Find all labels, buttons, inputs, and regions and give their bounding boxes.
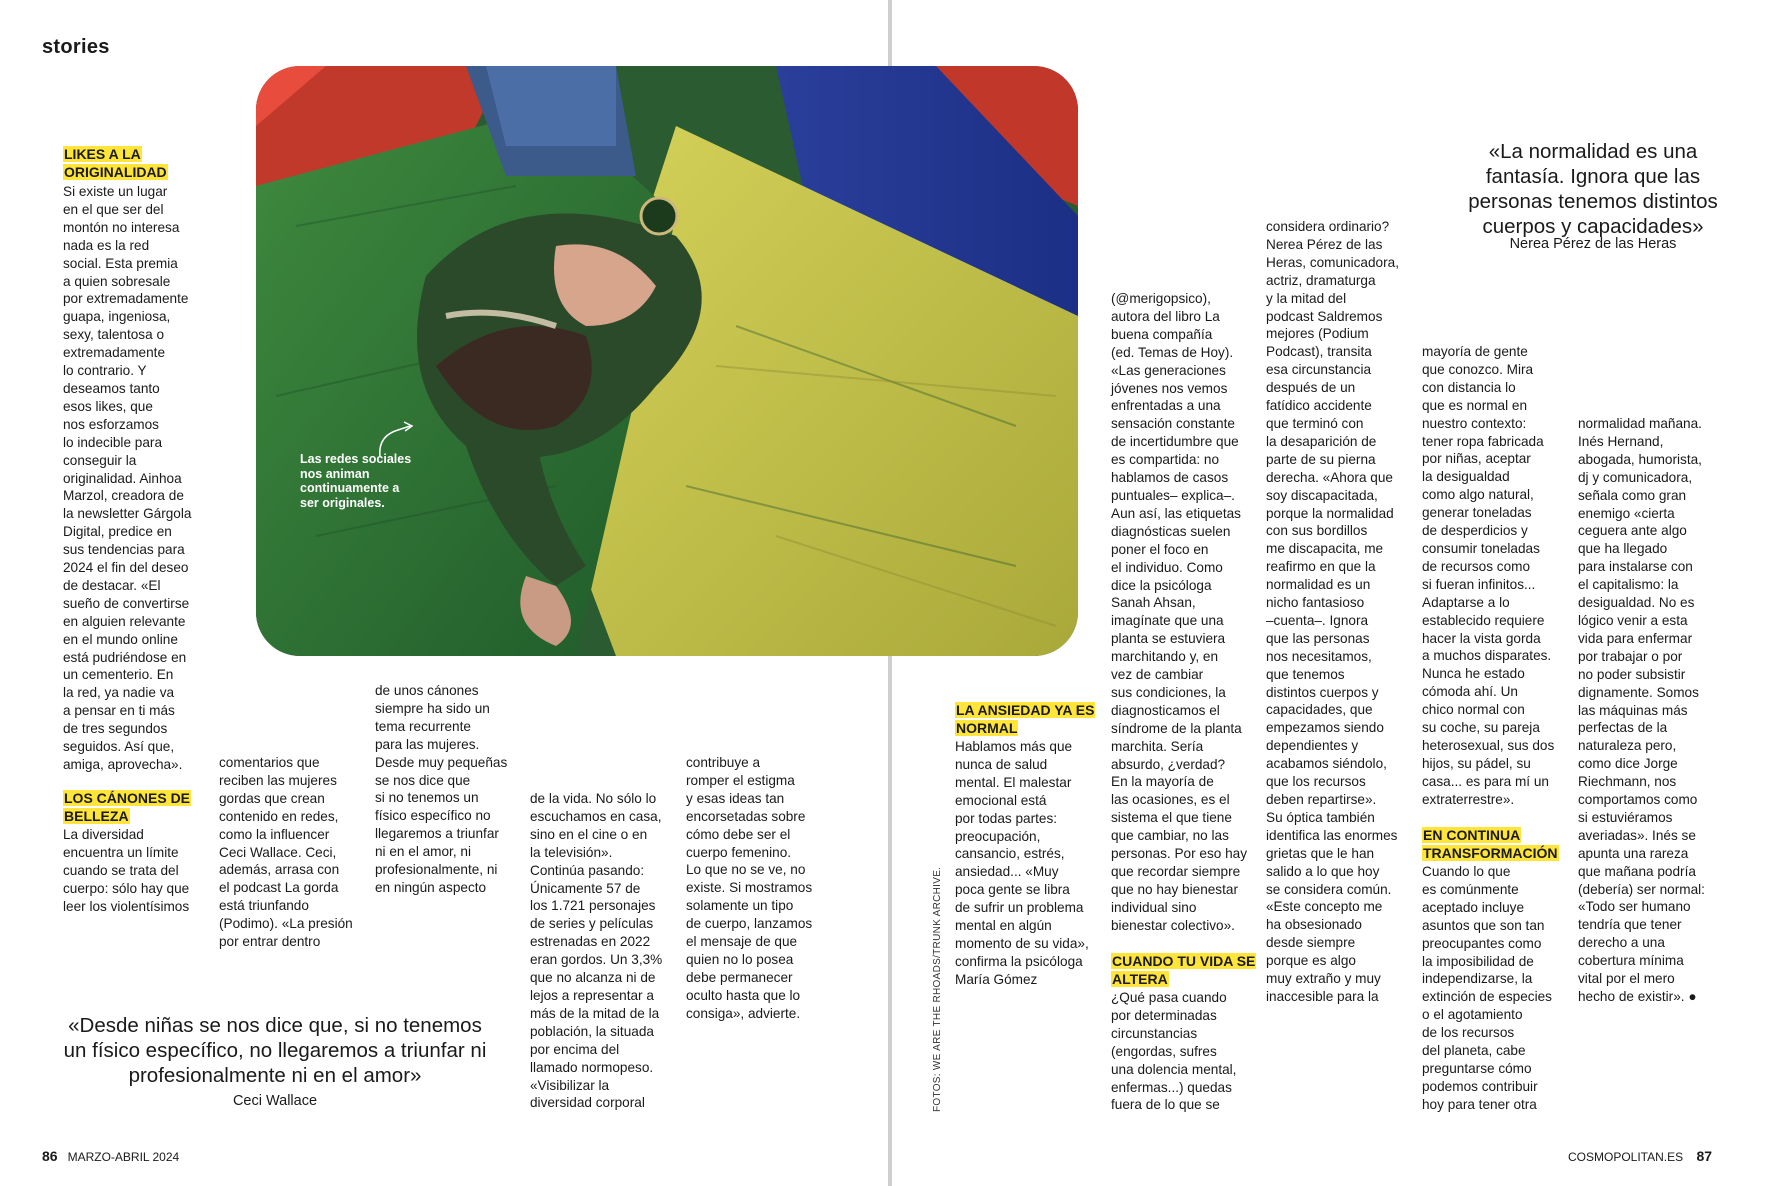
heading-ansiedad-text: LA ANSIEDAD YA ES NORMAL <box>956 702 1095 736</box>
photo-illustration <box>256 66 1078 656</box>
footer-left <box>42 1148 179 1164</box>
heading-likes <box>63 145 213 181</box>
pull-quote-right: «La normalidad es una fantasía. Ignora que las personas tenemos distintos cuerpos y capacidades» <box>1468 140 1718 238</box>
pull-quote-right-author: Nerea Pérez de las Heras <box>1509 236 1677 252</box>
photo-credit: FOTOS: WE ARE THE RHOADS/TRUNK ARCHIVE. <box>932 866 943 1112</box>
heading-vida-text: CUANDO TU VIDA SE ALTERA <box>1112 953 1256 987</box>
text-column-5: contribuye a romper el estigma y esas ideas tan encorsetadas sobre cómo debe ser el cuerpo femenino. Lo que no se ve, no existe. Si mostramos solamente un tipo de cuerpo, lanzamos el mensaje de que quien no lo posea debe permanecer oculto hasta que lo consiga», advierte. <box>686 755 813 1021</box>
page-number-left: 86 <box>42 1148 58 1164</box>
heading-vida <box>1111 952 1261 988</box>
text-column-1: Si existe un lugar en el que ser del montón no interesa nada es la red social. Esta premia a quien sobresale por extremadamente guapa, ingeniosa, sexy, talentosa o extremadamente lo contrario. Y deseamos tanto esos likes, que nos esforzamos lo indecible para conseguir la originalidad. Ainhoa Marzol, creadora de la newsletter Gárgola Digital, predice en sus tendencias para 2024 el fin del deseo de destacar. «El sueño de convertirse en alguien relevante en el mundo online está pudriéndose en un cementerio. En la red, ya nadie va a pensar en ti más de tres segundos seguidos. Así que, amiga, aprovecha». <box>63 184 192 772</box>
text-column-7b: ¿Qué pasa cuando por determinadas circunstancias (engordas, sufres una dolencia mental, enfermas...) quedas fuera de lo que se <box>1111 990 1237 1113</box>
text-column-3: de unos cánones siempre ha sido un tema recurrente para las mujeres. Desde muy pequeñas se nos dice que si no tenemos un físico específico no llegaremos a triunfar ni en el amor, ni profesionalmente, ni en ningún aspecto <box>375 683 508 895</box>
text-column-9: mayoría de gente que conozco. Mira con distancia lo que es normal en nuestro contexto: tener ropa fabricada por niñas, aceptar la desigualdad como algo natural, generar toneladas de desperdicios y consumir toneladas de recursos como si fueran infinitos... Adaptarse a lo establecido requiere hacer la vista gorda a muchos disparates. Nunca he estado cómoda ahí. Un chico normal con su coche, su pareja heterosexual, sus dos hijos, su pádel, su casa... es para mí un extraterrestre». <box>1422 344 1555 807</box>
heading-canones-text: LOS CÁNONES DE BELLEZA <box>64 790 191 824</box>
page-number-right: 87 <box>1696 1148 1713 1164</box>
heading-likes-text: LIKES A LA ORIGINALIDAD <box>64 146 167 180</box>
caption-arrow-icon <box>374 420 420 460</box>
text-column-4: de la vida. No sólo lo escuchamos en casa, sino en el cine o en la televisión». Continúa pasando: Únicamente 57 de los 1.721 personajes de series y películas estrenadas en 2022 eran gordos. Un 3,3% que no alcanza ni de lejos a representar a más de la mitad de la población, la situada por encima del llamado normopeso. «Visibilizar la diversidad corporal <box>530 791 663 1111</box>
text-column-8: considera ordinario? Nerea Pérez de las Heras, comunicadora, actriz, dramaturga y la mitad del podcast Saldremos mejores (Podium Podcast), transita esa circunstancia después de un fatídico accidente que terminó con la desaparición de parte de su pierna derecha. «Ahora que soy discapacitada, porque la normalidad con sus bordillos me discapacita, me reafirmo en que la normalidad es un nicho fantasioso –cuenta–. Ignora que las personas nos necesitamos, que tenemos distintos cuerpos y capacidades, que empezamos siendo dependientes y acabamos siéndolo, que los recursos deben repartirse». Su óptica también identifica las enormes grietas que le han salido a lo que hoy se considera común. «Este concepto me ha obsesionado desde siempre porque es algo muy extraño y muy inaccesible para la <box>1266 219 1399 1004</box>
spread-photo <box>256 66 1078 656</box>
text-column-9b: Cuando lo que es comúnmente aceptado incluye asuntos que son tan preocupantes como la imposibilidad de independizarse, la extinción de especies o el agotamiento de los recursos del planeta, cabe preguntarse cómo podemos contribuir hoy para tener otra <box>1422 864 1552 1112</box>
text-column-1b: La diversidad encuentra un límite cuando se trata del cuerpo: sólo hay que leer los violentísimos <box>63 827 190 914</box>
pull-quote-left: «Desde niñas se nos dice que, si no tenemos un físico específico, no llegaremos a triunfar ni profesionalmente ni en el amor» <box>63 1014 487 1087</box>
heading-transformacion-text: EN CONTINUA TRANSFORMACIÓN <box>1423 827 1558 861</box>
issue-date: MARZO-ABRIL 2024 <box>67 1150 180 1164</box>
text-column-7: (@merigopsico), autora del libro La buena compañía (ed. Temas de Hoy). «Las generaciones jóvenes nos vemos enfrentadas a una sensación constante de incertidumbre que es compartida: no hablamos de casos puntuales– explica–. Aun así, las etiquetas diagnósticas suelen poner el foco en el individuo. Como dice la psicóloga Sanah Ahsan, imagínate que una planta se estuviera marchitando y, en vez de cambiar sus condiciones, la diagnosticamos el síndrome de la planta marchita. Sería absurdo, ¿verdad? En la mayoría de las ocasiones, es el sistema el que tiene que cambiar, no las personas. Por eso hay que recordar siempre que no hay bienestar individual sino bienestar colectivo». <box>1111 291 1248 933</box>
heading-canones <box>63 789 213 825</box>
section-tag: stories <box>42 36 110 58</box>
text-column-10: normalidad mañana. Inés Hernand, abogada, humorista, dj y comunicadora, señala como gran enemigo «cierta ceguera ante algo que ha llegado para instalarse con el capitalismo: la desigualdad. No es lógico venir a esta vida para enfermar por trabajar o por no poder subsistir dignamente. Somos las máquinas más perfectas de la naturaleza pero, como dice Jorge Riechmann, nos comportamos como si estuviéramos averiadas». Inés se apunta una rareza que mañana podría (debería) ser normal: «Todo ser humano tendría que tener derecho a una cobertura mínima vital por el mero hecho de existir». ● <box>1578 416 1705 1004</box>
heading-transformacion <box>1422 826 1582 862</box>
text-column-6: Hablamos más que nunca de salud mental. El malestar emocional está por todas partes: preocupación, cansancio, estrés, ansiedad... «Muy poca gente se libra de sufrir un problema mental en algún momento de su vida», confirma la psicóloga María Gómez <box>955 739 1089 987</box>
pull-quote-left-author: Ceci Wallace <box>232 1093 318 1109</box>
heading-ansiedad <box>955 701 1105 737</box>
footer-right <box>1568 1148 1712 1164</box>
site-name: COSMOPOLITAN.ES <box>1568 1150 1684 1164</box>
text-column-2: comentarios que reciben las mujeres gordas que crean contenido en redes, como la influencer Ceci Wallace. Ceci, además, arrasa con el podcast La gorda está triunfando (Podimo). «La presión por entrar dentro <box>219 755 353 950</box>
photo-caption: Las redes sociales nos animan continuamente a ser originales. <box>300 452 412 510</box>
